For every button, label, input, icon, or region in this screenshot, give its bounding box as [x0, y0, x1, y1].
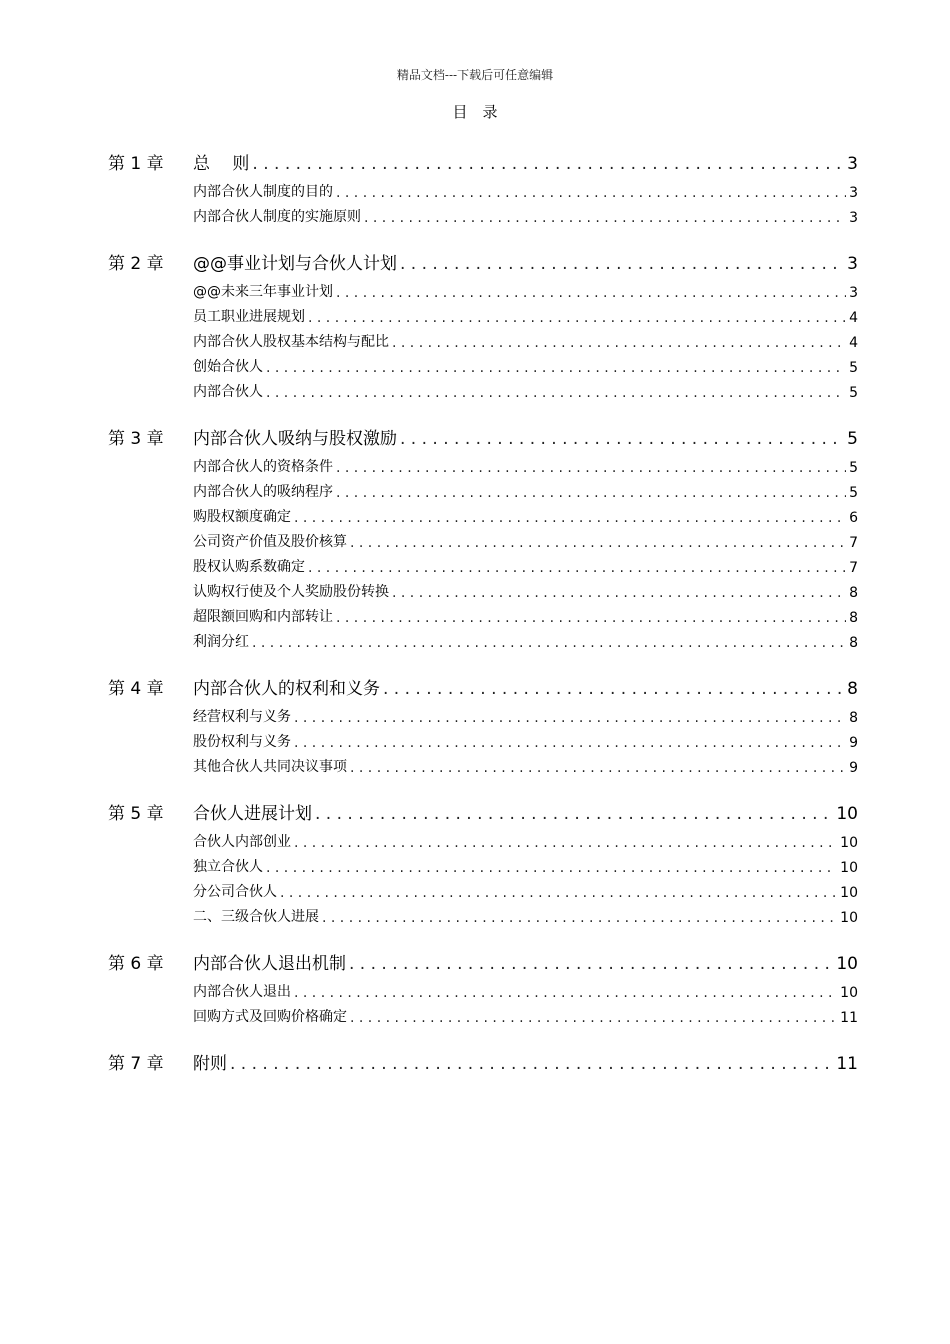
- page-number: 10: [840, 885, 858, 901]
- dot-leader: [336, 610, 846, 626]
- dot-leader: [349, 954, 833, 974]
- toc-chapter-entry[interactable]: [108, 240, 858, 276]
- chapter-title: 附则: [193, 1054, 227, 1074]
- dot-leader: [350, 1010, 837, 1026]
- toc-section-entry[interactable]: [108, 626, 858, 651]
- dot-leader: [294, 710, 846, 726]
- toc-section-entry[interactable]: [108, 376, 858, 401]
- dot-leader: [315, 804, 833, 824]
- page-number: 7: [849, 535, 858, 551]
- page-number: 3: [849, 210, 858, 226]
- dot-leader: [392, 335, 846, 351]
- dot-leader: [266, 860, 837, 876]
- page-number: 4: [849, 310, 858, 326]
- section-title: 创始合伙人: [193, 359, 263, 375]
- dot-leader: [308, 560, 846, 576]
- section-title: 分公司合伙人: [193, 884, 277, 900]
- toc-section-entry[interactable]: [108, 826, 858, 851]
- dot-leader: [252, 154, 844, 174]
- dot-leader: [350, 535, 846, 551]
- section-title: 内部合伙人退出: [193, 984, 291, 1000]
- chapter-title: @@事业计划与合伙人计划: [193, 254, 397, 274]
- section-title: 公司资产价值及股价核算: [193, 534, 347, 550]
- page-number: 8: [849, 635, 858, 651]
- toc-section-entry[interactable]: [108, 301, 858, 326]
- chapter-number: 第 2 章: [108, 254, 164, 274]
- chapter-number: 第 1 章: [108, 154, 164, 174]
- dot-leader: [400, 254, 844, 274]
- toc-chapter-entry[interactable]: [108, 940, 858, 976]
- toc-section-entry[interactable]: [108, 601, 858, 626]
- page-number: 4: [849, 335, 858, 351]
- dot-leader: [364, 210, 846, 226]
- section-title: 内部合伙人制度的实施原则: [193, 209, 361, 225]
- page-number: 10: [840, 985, 858, 1001]
- table-of-contents: [108, 140, 858, 1076]
- dot-leader: [400, 429, 844, 449]
- dot-leader: [392, 585, 846, 601]
- section-title: 利润分红: [193, 634, 249, 650]
- dot-leader: [294, 835, 837, 851]
- dot-leader: [336, 485, 846, 501]
- section-title: 其他合伙人共同决议事项: [193, 759, 347, 775]
- section-title: 员工职业进展规划: [193, 309, 305, 325]
- chapter-title: 总 则: [193, 154, 250, 174]
- toc-section-entry[interactable]: [108, 326, 858, 351]
- section-title: 回购方式及回购价格确定: [193, 1009, 347, 1025]
- chapter-title: 内部合伙人的权利和义务: [193, 679, 380, 699]
- page-number: 3: [849, 285, 858, 301]
- dot-leader: [280, 885, 837, 901]
- page-number: 5: [849, 485, 858, 501]
- toc-section-entry[interactable]: [108, 876, 858, 901]
- toc-chapter-entry[interactable]: [108, 1040, 858, 1076]
- chapter-number: 第 7 章: [108, 1054, 164, 1074]
- toc-chapter-entry[interactable]: [108, 140, 858, 176]
- section-title: 股份权利与义务: [193, 734, 291, 750]
- toc-section-entry[interactable]: [108, 176, 858, 201]
- toc-section-entry[interactable]: [108, 901, 858, 926]
- page-number: 5: [847, 429, 858, 449]
- chapter-title: 内部合伙人吸纳与股权激励: [193, 429, 397, 449]
- page-number: 9: [849, 760, 858, 776]
- page-number: 3: [847, 154, 858, 174]
- toc-section-entry[interactable]: [108, 1001, 858, 1026]
- toc-section-entry[interactable]: [108, 476, 858, 501]
- page-number: 11: [840, 1010, 858, 1026]
- section-title: 认购权行使及个人奖励股份转换: [193, 584, 389, 600]
- page-number: 10: [840, 835, 858, 851]
- page-number: 6: [849, 510, 858, 526]
- dot-leader: [252, 635, 846, 651]
- toc-section-entry[interactable]: [108, 201, 858, 226]
- page-number: 7: [849, 560, 858, 576]
- chapter-number: 第 5 章: [108, 804, 164, 824]
- toc-chapter-entry[interactable]: [108, 415, 858, 451]
- page-number: 8: [847, 679, 858, 699]
- page-number: 8: [849, 585, 858, 601]
- dot-leader: [230, 1054, 833, 1074]
- toc-section-entry[interactable]: [108, 276, 858, 301]
- page-number: 10: [836, 804, 858, 824]
- dot-leader: [294, 510, 846, 526]
- section-title: @@未来三年事业计划: [193, 284, 333, 300]
- chapter-number: 第 3 章: [108, 429, 164, 449]
- section-title: 独立合伙人: [193, 859, 263, 875]
- toc-section-entry[interactable]: [108, 726, 858, 751]
- toc-section-entry[interactable]: [108, 551, 858, 576]
- page-number: 10: [840, 910, 858, 926]
- toc-section-entry[interactable]: [108, 751, 858, 776]
- toc-section-entry[interactable]: [108, 976, 858, 1001]
- toc-section-entry[interactable]: [108, 526, 858, 551]
- dot-leader: [308, 310, 846, 326]
- toc-section-entry[interactable]: [108, 451, 858, 476]
- section-title: 合伙人内部创业: [193, 834, 291, 850]
- page-number: 8: [849, 710, 858, 726]
- toc-section-entry[interactable]: [108, 701, 858, 726]
- page-number: 10: [836, 954, 858, 974]
- page-number: 5: [849, 460, 858, 476]
- dot-leader: [294, 735, 846, 751]
- toc-section-entry[interactable]: [108, 851, 858, 876]
- dot-leader: [266, 360, 846, 376]
- page-number: 5: [849, 360, 858, 376]
- chapter-number: 第 4 章: [108, 679, 164, 699]
- toc-section-entry[interactable]: [108, 351, 858, 376]
- chapter-title: 合伙人进展计划: [193, 804, 312, 824]
- page-number: 8: [849, 610, 858, 626]
- section-title: 购股权额度确定: [193, 509, 291, 525]
- section-title: 内部合伙人: [193, 384, 263, 400]
- dot-leader: [336, 460, 846, 476]
- dot-leader: [336, 285, 846, 301]
- page-number: 9: [849, 735, 858, 751]
- section-title: 内部合伙人的吸纳程序: [193, 484, 333, 500]
- page-number: 10: [840, 860, 858, 876]
- dot-leader: [350, 760, 846, 776]
- chapter-title: 内部合伙人退出机制: [193, 954, 346, 974]
- chapter-number: 第 6 章: [108, 954, 164, 974]
- dot-leader: [383, 679, 844, 699]
- page-header: 精品文档---下载后可任意编辑: [396, 68, 554, 82]
- section-title: 经营权利与义务: [193, 709, 291, 725]
- toc-chapter-entry[interactable]: [108, 665, 858, 701]
- page-number: 3: [849, 185, 858, 201]
- toc-section-entry[interactable]: [108, 576, 858, 601]
- dot-leader: [322, 910, 837, 926]
- page-number: 11: [836, 1054, 858, 1074]
- dot-leader: [336, 185, 846, 201]
- section-title: 内部合伙人的资格条件: [193, 459, 333, 475]
- toc-section-entry[interactable]: [108, 501, 858, 526]
- section-title: 二、三级合伙人进展: [193, 909, 319, 925]
- section-title: 股权认购系数确定: [193, 559, 305, 575]
- toc-chapter-entry[interactable]: [108, 790, 858, 826]
- page-number: 3: [847, 254, 858, 274]
- section-title: 内部合伙人制度的目的: [193, 184, 333, 200]
- dot-leader: [266, 385, 846, 401]
- section-title: 内部合伙人股权基本结构与配比: [193, 334, 389, 350]
- section-title: 超限额回购和内部转让: [193, 609, 333, 625]
- page-number: 5: [849, 385, 858, 401]
- toc-title: 目 录: [452, 103, 498, 121]
- dot-leader: [294, 985, 837, 1001]
